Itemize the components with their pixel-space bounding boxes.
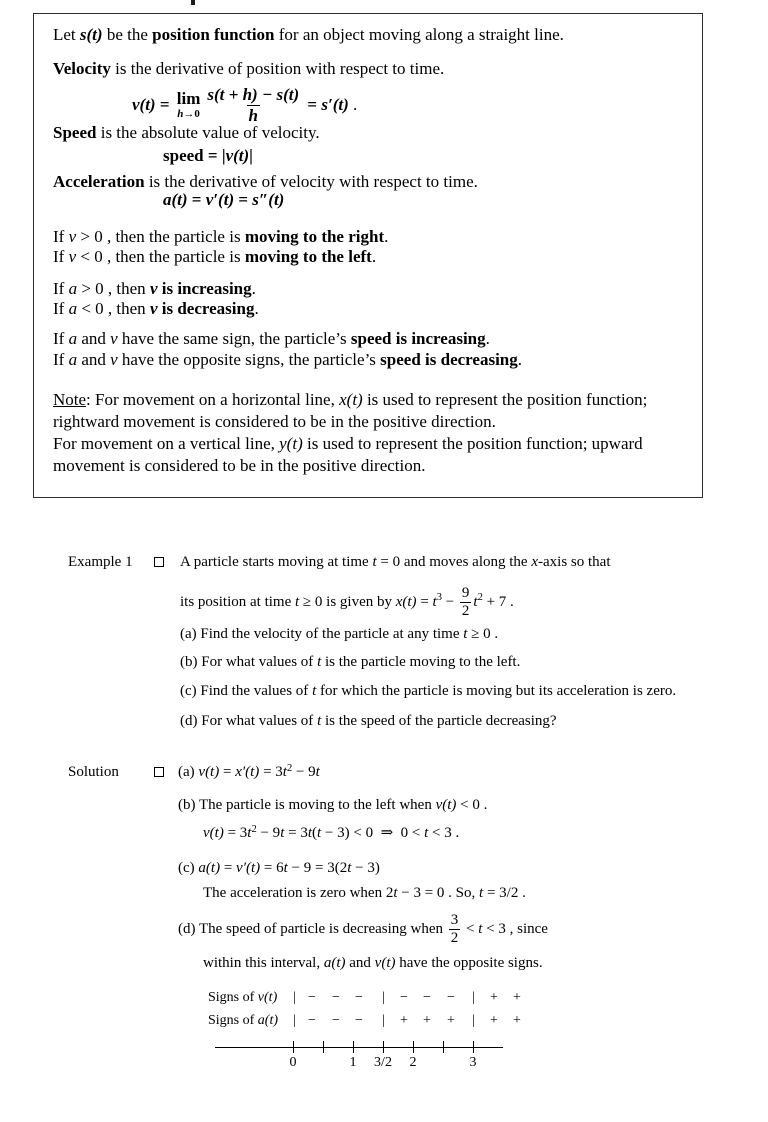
number-line-tick: [293, 1041, 294, 1053]
def-line-a-negative: If a < 0 , then v is decreasing.: [53, 299, 259, 318]
sign-cell: +: [447, 1013, 455, 1028]
def-line-a-positive: If a > 0 , then v is increasing.: [53, 279, 256, 298]
def-line-acceleration: Acceleration is the derivative of velocity with respect to time.: [53, 172, 478, 191]
sign-cell: +: [423, 1013, 431, 1028]
solution-line-d1: (d) The speed of particle is decreasing when $\frac{3}{2}$ < t < 3 , since: [178, 911, 548, 946]
example-item-d: (d) For what values of t is the speed of the particle decreasing?: [180, 713, 557, 729]
note-line-2: rightward movement is considered to be in the positive direction.: [53, 412, 496, 431]
cropped-character-fragment: [191, 0, 195, 5]
solution-label: Solution: [68, 764, 119, 780]
sign-row-label: Signs of v(t): [208, 990, 278, 1005]
solution-line-c2: The acceleration is zero when 2t − 3 = 0 . So, t = 3/2 .: [203, 885, 526, 901]
example-line-1: A particle starts moving at time t = 0 and moves along the x-axis so that: [180, 554, 611, 570]
number-line-axis: [215, 1047, 503, 1048]
number-line-tick-label: 0: [289, 1055, 297, 1070]
sign-separator: |: [472, 1013, 475, 1028]
sign-chart: [208, 990, 538, 1090]
velocity-formula: v(t) = lim h→0 $\frac{s(t + h) - s(t)}{h}$ = s′(t) .: [132, 84, 358, 125]
sign-cell: −: [400, 990, 408, 1005]
solution-line-d2: within this interval, a(t) and v(t) have the opposite signs.: [203, 955, 543, 971]
sign-cell: −: [423, 990, 431, 1005]
sign-cell: +: [400, 1013, 408, 1028]
sign-cell: +: [490, 990, 498, 1005]
acceleration-formula: a(t) = v′(t) = s″(t): [163, 190, 285, 209]
number-line-tick: [443, 1041, 444, 1053]
def-line-v-negative: If v < 0 , then the particle is moving to the left.: [53, 247, 377, 266]
number-line-tick: [473, 1041, 474, 1053]
sign-cell: +: [513, 1013, 521, 1028]
note-line-3: For movement on a vertical line, y(t) is used to represent the position function; upward: [53, 434, 643, 453]
def-line-opposite-sign: If a and v have the opposite signs, the particle’s speed is decreasing.: [53, 350, 522, 369]
number-line-tick-label: 3/2: [374, 1055, 392, 1070]
sign-separator: |: [472, 990, 475, 1005]
solution-line-a: (a) $v(t) = x'(t) = 3t^2 - 9t$: [178, 763, 320, 780]
number-line-tick: [383, 1041, 384, 1053]
sign-cell: −: [332, 990, 340, 1005]
solution-bullet-icon: [154, 767, 164, 777]
example-bullet-icon: [154, 557, 164, 567]
sign-cell: −: [447, 990, 455, 1005]
note-line-1: Note: For movement on a horizontal line, x(t) is used to represent the position function;: [53, 390, 648, 409]
def-line-speed: Speed is the absolute value of velocity.: [53, 123, 320, 142]
example-item-c: (c) Find the values of t for which the particle is moving but its acceleration is zero.: [180, 683, 677, 699]
def-line-velocity: Velocity is the derivative of position with respect to time.: [53, 59, 445, 78]
note-line-4: movement is considered to be in the positive direction.: [53, 456, 426, 475]
example-item-b: (b) For what values of t is the particle moving to the left.: [180, 654, 521, 670]
sign-cell: −: [308, 990, 316, 1005]
solution-line-b2: $v(t) = 3t^2 - 9t = 3t(t - 3) < 0$ ⇒ 0 < t < 3 .: [203, 824, 460, 841]
def-line-v-positive: If v > 0 , then the particle is moving to the right.: [53, 227, 389, 246]
example-item-a: (a) Find the velocity of the particle at any time t ≥ 0 .: [180, 626, 499, 642]
sign-cell: −: [355, 1013, 363, 1028]
sign-separator: |: [293, 990, 296, 1005]
sign-cell: +: [513, 990, 521, 1005]
sign-cell: −: [332, 1013, 340, 1028]
number-line-tick-label: 1: [349, 1055, 357, 1070]
speed-formula: speed = |v(t)|: [163, 146, 253, 165]
number-line-tick: [353, 1041, 354, 1053]
sign-cell: −: [308, 1013, 316, 1028]
example-position-formula: its position at time t ≥ 0 is given by x(t) = t 3 − $\frac{9}{2}$ t 2 + 7 .: [180, 584, 514, 619]
number-line-tick: [323, 1041, 324, 1053]
sign-cell: −: [355, 990, 363, 1005]
solution-line-b1: (b) The particle is moving to the left when v(t) < 0 .: [178, 797, 488, 813]
sign-separator: |: [382, 990, 385, 1005]
number-line-tick-label: 3: [469, 1055, 477, 1070]
number-line-tick-label: 2: [409, 1055, 417, 1070]
sign-separator: |: [293, 1013, 296, 1028]
sign-separator: |: [382, 1013, 385, 1028]
def-line-same-sign: If a and v have the same sign, the particle’s speed is increasing.: [53, 329, 490, 348]
solution-line-c1: (c) a(t) = v′(t) = 6t − 9 = 3(2t − 3): [178, 860, 380, 876]
def-line-position: Let s(t) be the position function for an object moving along a straight line.: [53, 25, 564, 44]
number-line-tick: [413, 1041, 414, 1053]
sign-cell: +: [490, 1013, 498, 1028]
example-label: Example 1: [68, 554, 133, 570]
sign-row-label: Signs of a(t): [208, 1013, 279, 1028]
